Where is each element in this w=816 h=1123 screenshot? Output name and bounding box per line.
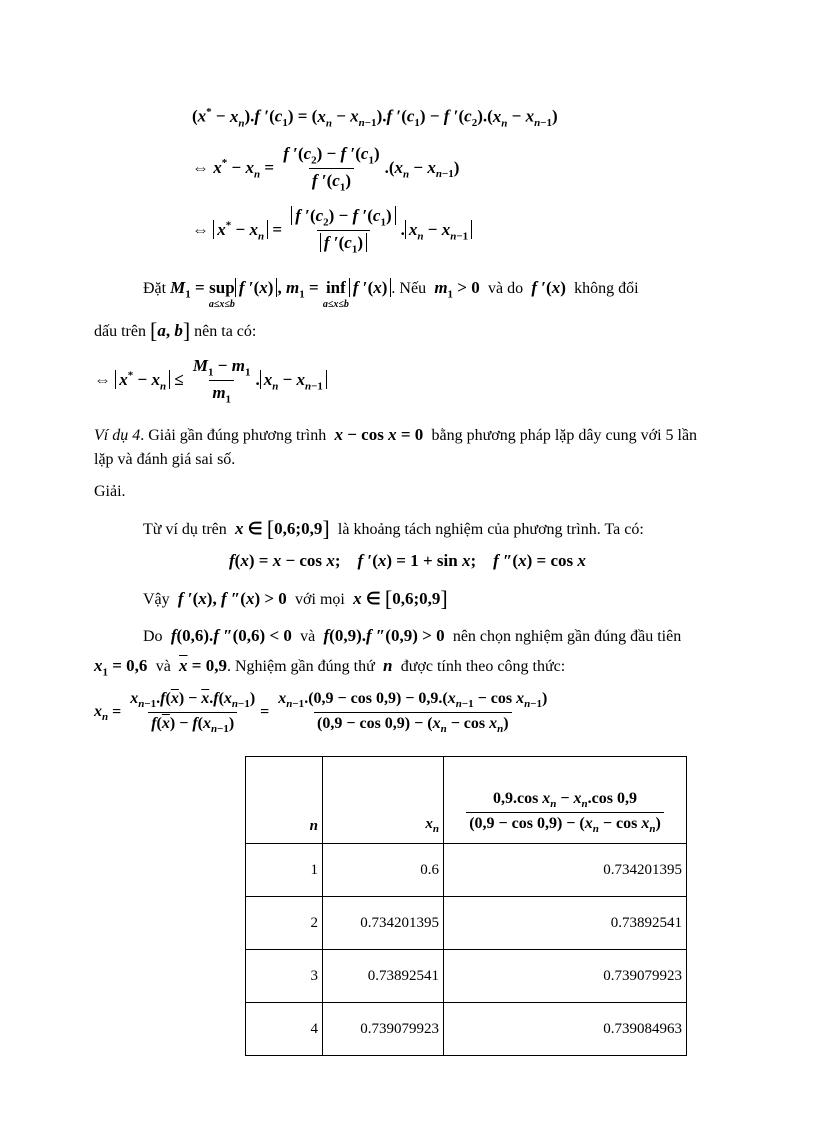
equation-2: ⇔ $x^* - x_n$ = $\frac{f '(c_2) - f '(c_1)}{f '(c_1)}$ $.(x_n - x_{n-1})$	[192, 144, 460, 194]
header-x: $x_n$	[323, 757, 444, 844]
text-voi-moi: với mọi	[295, 591, 345, 608]
interval-line: Từ ví dụ trên x ∈ [0,6;0,9] là khoảng tách nghiệm của phương trình. Ta có:	[143, 516, 644, 541]
text-va2: và	[155, 658, 171, 675]
text-khong-doi: không đổi	[574, 280, 639, 297]
text-nen-ta-co: nên ta có:	[194, 323, 257, 340]
cell-n: 3	[246, 950, 323, 1003]
cell-value: 0.734201395	[444, 844, 687, 897]
table-header-row	[246, 757, 687, 844]
equation-1: $(x^* - x_n).f$ $'(c_1) = (x_n - x_{n-1}).f$ $'(c_1) - f$ $'(c_2).(x_n - x_{n-1})$	[192, 106, 558, 130]
example-text-1: . Giải gần đúng phương trình	[140, 427, 327, 444]
cell-n: 1	[246, 844, 323, 897]
sign-condition-line: Vậy f ′(x), f ″(x) > 0 với mọi x ∈ [0,6;0,9]	[143, 586, 448, 611]
cell-x: 0.734201395	[323, 897, 444, 950]
cell-n: 2	[246, 897, 323, 950]
equation-derivatives: f(x) = x − cos x; f ′(x) = 1 + sin x; f ″(x) = cos x	[229, 551, 586, 570]
cell-x: 0.6	[323, 844, 444, 897]
text-va: và	[300, 628, 316, 645]
cell-value: 0.739079923	[444, 950, 687, 1003]
text-dau-tren: dấu trên	[94, 323, 146, 340]
nth-approx-line: $x_1 = 0,6$ và $\overline{x} = 0,9$. Nghiệm gần đúng thứ n được tính theo công thức:	[94, 656, 566, 679]
text-va-do: và do	[487, 280, 524, 297]
table-row	[246, 1003, 687, 1056]
example-label: Ví dụ 4	[94, 427, 141, 444]
text-nghiem-2: được tính theo công thức:	[400, 658, 566, 675]
table-row	[246, 897, 687, 950]
cell-value: 0.73892541	[444, 897, 687, 950]
cell-x: 0.739079923	[323, 1003, 444, 1056]
example-line-1: Ví dụ 4. Giải gần đúng phương trình x − cos x = 0 bằng phương pháp lặp dây cung với 5 lần	[94, 425, 698, 444]
header-n: n	[246, 757, 323, 844]
text-dat: Đặt	[143, 280, 167, 297]
cell-n: 4	[246, 1003, 323, 1056]
cell-value: 0.739084963	[444, 1003, 687, 1056]
text-neu: . Nếu	[391, 280, 427, 297]
equation-3: ⇔ $x^* - x_n$ = $\frac{f '(c_2) - f '(c_1)}{f '(c_1)}$ . $x_n - x_{n-1}$	[192, 206, 472, 256]
table-row	[246, 844, 687, 897]
sign-line: dấu trên [a, b] nên ta có:	[94, 318, 257, 343]
cell-x: 0.73892541	[323, 950, 444, 1003]
text-do: Do	[143, 628, 163, 645]
definition-line: Đặt $M_1$ = sup a≤x≤b f ′(x) , $m_1$ = inf a≤x≤b f ′(x) . Nếu $m_1 > 0$ và do f ′(x) không đổi	[143, 278, 639, 310]
equation-4: ⇔ $x^* - x_n$ ≤ $\frac{M_1 - m_1}{m_1}$ . $x_n - x_{n-1}$	[94, 356, 327, 406]
solution-heading: Giải.	[94, 483, 126, 500]
example-line-2: lặp và đánh giá sai số.	[94, 451, 236, 468]
text-tu-vidu: Từ ví dụ trên	[143, 521, 227, 538]
text-khoang-tach: là khoảng tách nghiệm của phương trình. Ta có:	[337, 521, 644, 538]
text-nen-chon: nên chọn nghiệm gần đúng đầu tiên	[452, 628, 682, 645]
iteration-formula: $x_n$ = $\frac{x_{n-1}.f(\overline{x}) - \overline{x}.f(x_{n-1})}{f(\overline{x}) - f(x_{n-1})}$ = $\frac{x_{n-1}.(0,9 - \cos 0,9) - 0,9.(x_{n-1} - \cos x_{n-1})}{(0,9 - \cos 0,9) - (x_n - \cos x_n)}$	[94, 690, 548, 736]
header-formula: $\frac{0,9.\cos x_n - x_n.\cos 0,9}{(0,9 - \cos 0,9) - (x_n - \cos x_n)}$	[444, 757, 687, 844]
initial-choice-line: Do f(0,6).f ″(0,6) < 0 và f(0,9).f ″(0,9) > 0 nên chọn nghiệm gần đúng đầu tiên	[143, 626, 682, 645]
results-table	[245, 756, 687, 1056]
text-vay: Vậy	[143, 591, 170, 608]
text-nghiem-1: . Nghiệm gần đúng thứ	[226, 658, 375, 675]
table-row	[246, 950, 687, 1003]
example-text-2: bằng phương pháp lặp dây cung với 5 lần	[431, 427, 698, 444]
